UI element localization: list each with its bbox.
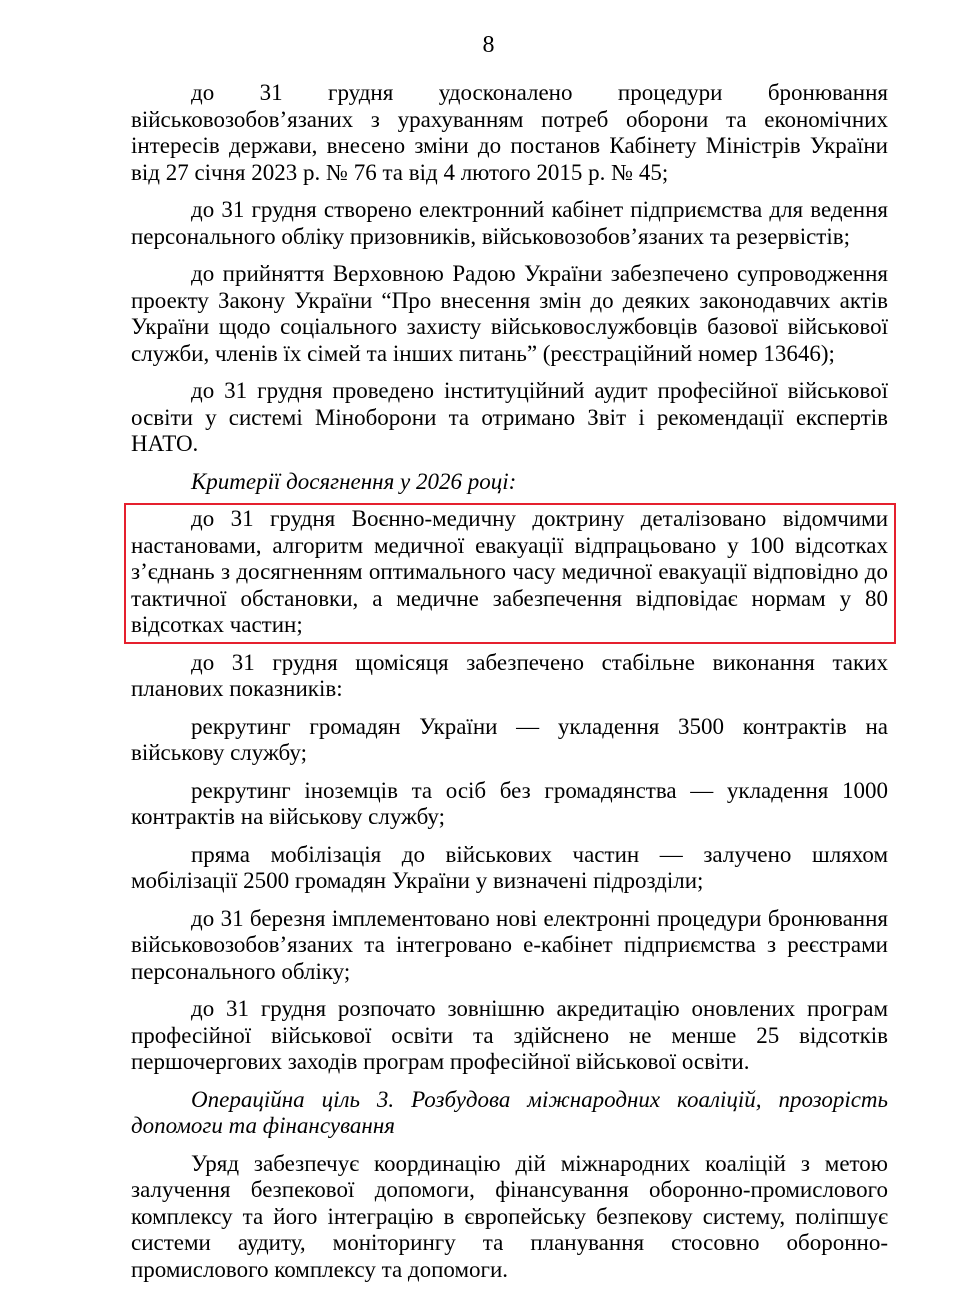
paragraph-government-coordination: Уряд забезпечує координацію дій міжнародних коаліцій з метою залучення безпекової допомоги, фінансування оборонно-промислового комплексу та його інтеграцію в європейську безпекову систему, поліпшує системи аудиту, моніторингу та планування стосовно оборонно-промислового комплексу та допомоги. (131, 1150, 888, 1282)
page-number: 8 (482, 32, 495, 58)
paragraph-direct-mobilization: пряма мобілізація до військових частин — залучено шляхом мобілізації 2500 громадян України у визначені підрозділи; (131, 841, 888, 893)
paragraph-monthly-indicators: до 31 грудня щомісяця забезпечено стабільне виконання таких планових показників: (131, 649, 888, 701)
paragraph-recruiting-foreigners: рекрутинг іноземців та осіб без громадянства — укладення 1000 контрактів на військову службу; (131, 777, 888, 829)
operational-goal-heading: Операційна ціль 3. Розбудова міжнародних коаліцій, прозорість допомоги та фінансування (131, 1086, 888, 1138)
paragraph-electronic-reservation: до 31 березня імплементовано нові електронні процедури бронювання військовозобов’язаних та інтегровано е-кабінет підприємства з реєстрами персонального обліку; (131, 905, 888, 984)
document-body (131, 80, 888, 1294)
criteria-heading: Критерії досягнення у 2026 році: (191, 468, 517, 494)
paragraph-electronic-cabinet: до 31 грудня створено електронний кабінет підприємства для ведення персонального обліку призовників, військовозобов’язаних та резервістів; (131, 197, 888, 249)
paragraph-medical-doctrine: до 31 грудня Воєнно-медичну доктрину деталізовано відомчими настановами, алгоритм медичної евакуації відпрацьовано у 100 відсотках з’єднань з досягненням оптимального часу медичної евакуації відповідно до тактичної обстановки, а медичне забезпечення відповідає нормам у 80 відсотках частин; (131, 506, 888, 637)
highlighted-block (131, 506, 888, 639)
paragraph-accreditation: до 31 грудня розпочато зовнішню акредитацію оновлених програм професійної військової освіти та здійснено не менше 25 відсотків першочергових заходів програм професійної військової освіти. (131, 996, 888, 1074)
paragraph-law-support: до прийняття Верховною Радою України забезпечено супроводження проекту Закону України “Про внесення змін до деяких законодавчих актів України щодо соціального захисту військовослужбовців базової військової служби, членів їх сімей та інших питань” (реєстраційний номер 13646); (131, 261, 888, 366)
paragraph-recruiting-citizens: рекрутинг громадян України — укладення 3500 контрактів на військову службу; (131, 713, 888, 765)
paragraph-education-audit: до 31 грудня проведено інституційний аудит професійної військової освіти у системі Міноборони та отримано Звіт і рекомендації експертів НАТО. (131, 378, 888, 456)
paragraph-reservation-procedures: до 31 грудня удосконалено процедури бронювання військовозобов’язаних з урахуванням потреб оборони та економічних інтересів держави, внесено зміни до постанов Кабінету Міністрів України від 27 січня 2023 р. № 76 та від 4 лютого 2015 р. № 45; (131, 80, 888, 185)
